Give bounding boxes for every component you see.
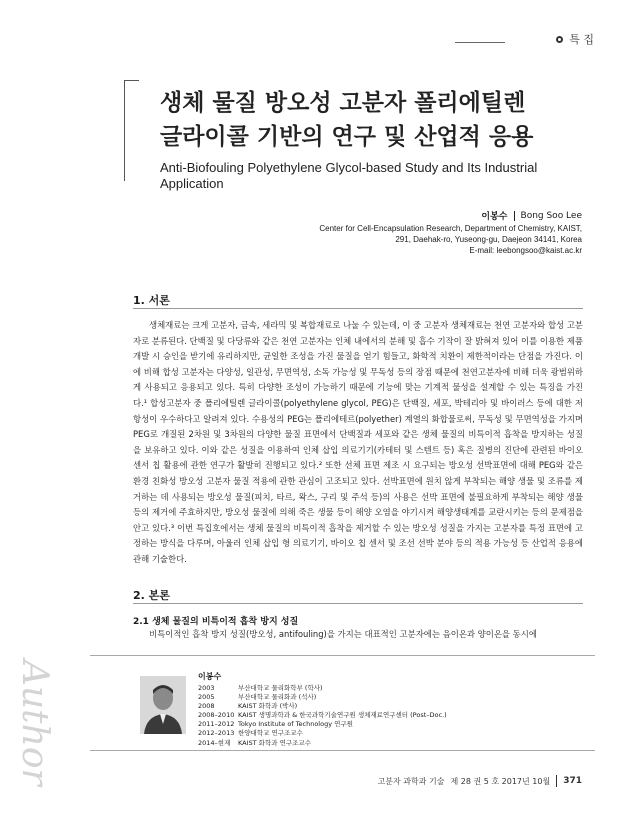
cv-year: 2008–2010	[198, 711, 235, 720]
author-portrait-icon	[140, 676, 186, 734]
cv-year: 2012–2013	[198, 729, 235, 738]
cv-row	[198, 684, 447, 693]
cv-text: 부산대학교 물리화학부 (학사)	[238, 684, 323, 692]
author-email[interactable]: E-mail: leebongsoo@kaist.ac.kr	[469, 246, 582, 255]
affiliation-line1: Center for Cell-Encapsulation Research, Department of Chemistry, KAIST,	[319, 224, 582, 233]
footer-divider	[556, 775, 557, 787]
section-label: 특 집	[569, 33, 594, 46]
cv-year: 2005	[198, 693, 215, 702]
affiliation-line2: 291, Daehak-ro, Yuseong-gu, Daejeon 34141, Korea	[395, 235, 582, 244]
cv-row	[198, 729, 447, 738]
title-korean	[160, 86, 600, 154]
cv-row	[198, 702, 447, 711]
section-tag	[556, 31, 594, 47]
author-box-name: 이봉수	[198, 672, 222, 681]
author-cv	[198, 684, 447, 748]
section-rule	[133, 603, 583, 604]
bullet-icon	[556, 36, 563, 43]
subsection-paragraph	[133, 627, 583, 643]
author-watermark: Author	[14, 660, 55, 786]
cv-row	[198, 693, 447, 702]
cv-text: Tokyo Institute of Technology 연구원	[238, 720, 353, 729]
intro-paragraph	[133, 318, 583, 568]
cv-text: 부산대학교 물리화과 (석사)	[238, 693, 317, 702]
cv-row	[198, 739, 447, 748]
subsection-heading: 2.1 생체 물질의 비특이적 흡착 방지 성질	[133, 617, 299, 627]
cv-text: KAIST 화학과 연구조교수	[238, 738, 311, 747]
cv-row	[198, 711, 447, 720]
author-affiliation	[319, 223, 582, 256]
author-photo	[140, 676, 186, 734]
title-korean-line2: 글라이콜 기반의 연구 및 산업적 응용	[160, 123, 534, 150]
cv-year: 2011–2012	[198, 720, 235, 729]
title-korean-line1: 생체 물질 방오성 고분자 폴리에틸렌	[160, 89, 526, 116]
cv-year: 2014–현재	[198, 738, 231, 747]
byline-divider	[514, 211, 515, 221]
header-rule	[455, 42, 505, 43]
section-heading-intro: 1. 서론	[133, 294, 170, 307]
cv-text: KAIST 생명과학과 & 한국과학기술연구원 생체재료연구센터 (Post–Doc.)	[238, 711, 447, 720]
cv-year: 2008	[198, 702, 215, 711]
intro-text: 생체재료는 크게 고분자, 금속, 세라믹 및 복합재료로 나눌 수 있는데, 이 중 고분자 생체재료는 천연 고분자와 합성 고분자로 분류된다. 단백질 및 다당류와 같은 천연 고분자는 인체 내에서의 분해 및 흡수 기작이 잘 밝혀져 있어 이를 이용한 제품 개발 시 승인을 받기에 유리하지만, 균일한 조성을 가진 물질을 얻기 힘들고, 화학적 치환이 제한적이라는 단점을 가진다. 이에 비해 합성 고분자는 다양성, 일관성, 무면역성, 소독 가능성 및 무독성 등의 장점 때문에 천연고분자에 비해 더욱 광범위하게 사용되고 응용되고 있다. 특히 다양한 조성이 가능하기 때문에 기능에 맞는 기계적 물성을 설계할 수 있는 특징을 가진다.¹ 합성고분자 중 폴리에틸렌 글라이콜(polyethylene glycol, PEG)은 단백질, 세포, 박테리아 및 바이러스 등에 대한 저항성이 우수하다고 알려져 있다. 수용성의 PEG는 폴리에테르(polyether) 계열의 화합물로써, 무독성 및 무면역성을 가지며 PEG로 개질된 2차원 및 3차원의 다양한 물질 표면에서 단백질과 세포와 같은 생체 물질의 비특이적 흡착을 방지하는 성질을 보유하고 있다. 이와 같은 성질을 이용하여 인체 삽입 의료기기(카테터 및 스텐트 등) 혹은 질병의 진단에 관련된 바이오 센서 칩 활용에 관한 연구가 활발히 진행되고 있다.² 또한 선체 표면 제조 시 요구되는 방오성 선박표면에 대해 PEG와 같은 환경 친화성 방오성 고분자 물질 적용에 관한 관심이 고조되고 있다. 선박표면에 원치 않게 부착되는 해양 생물 및 조류를 제거하는 데 사용되는 방오성 물질(피치, 타르, 왁스, 구리 및 주석 등)의 사용은 선박 표면에 불필요하게 부착되는 해양 생물 등의 제거에 주효하지만, 방오성 물질에 의해 죽은 생물 등이 해양 오염을 야기시켜 해양생태계를 교란시키는 등의 문제점을 안고 있다.³ 이번 특집호에서는 생체 물질의 비특이적 흡착을 제거할 수 있는 방오성 성질을 가지는 고분자를 특정 표면에 고정하는 방식을 다루며, 아울러 인체 삽입 형 의료기기, 바이오 칩 센서 및 조선 선박 분야 등의 적용 가능성 등 산업적 응용에 관해 기술한다.	[133, 320, 584, 564]
title-english: Anti-Biofouling Polyethylene Glycol-based Study and Its Industrial Application	[160, 160, 538, 191]
cv-row	[198, 720, 447, 729]
author-byline	[481, 209, 582, 222]
author-name-korean: 이봉수	[481, 212, 508, 222]
footer-issue: 제 28 권 5 호 2017년 10월	[450, 776, 551, 786]
page-footer	[378, 775, 582, 787]
cv-text: 한양대학교 연구조교수	[238, 729, 303, 738]
cv-year: 2003	[198, 684, 215, 692]
author-name-english: Bong Soo Lee	[520, 210, 582, 221]
title-frame	[124, 80, 139, 181]
cv-text: KAIST 화학과 (박사)	[238, 702, 298, 711]
section-heading-main: 2. 본론	[133, 589, 170, 602]
section-rule	[133, 308, 583, 309]
page-number: 371	[563, 776, 582, 786]
footer-journal: 고분자 과학과 기술	[377, 776, 445, 786]
subsection-text: 비특이적인 흡착 방지 성질(방오성, antifouling)을 가지는 대표적인 고분자에는 음이온과 양이온을 동시에	[149, 629, 537, 639]
